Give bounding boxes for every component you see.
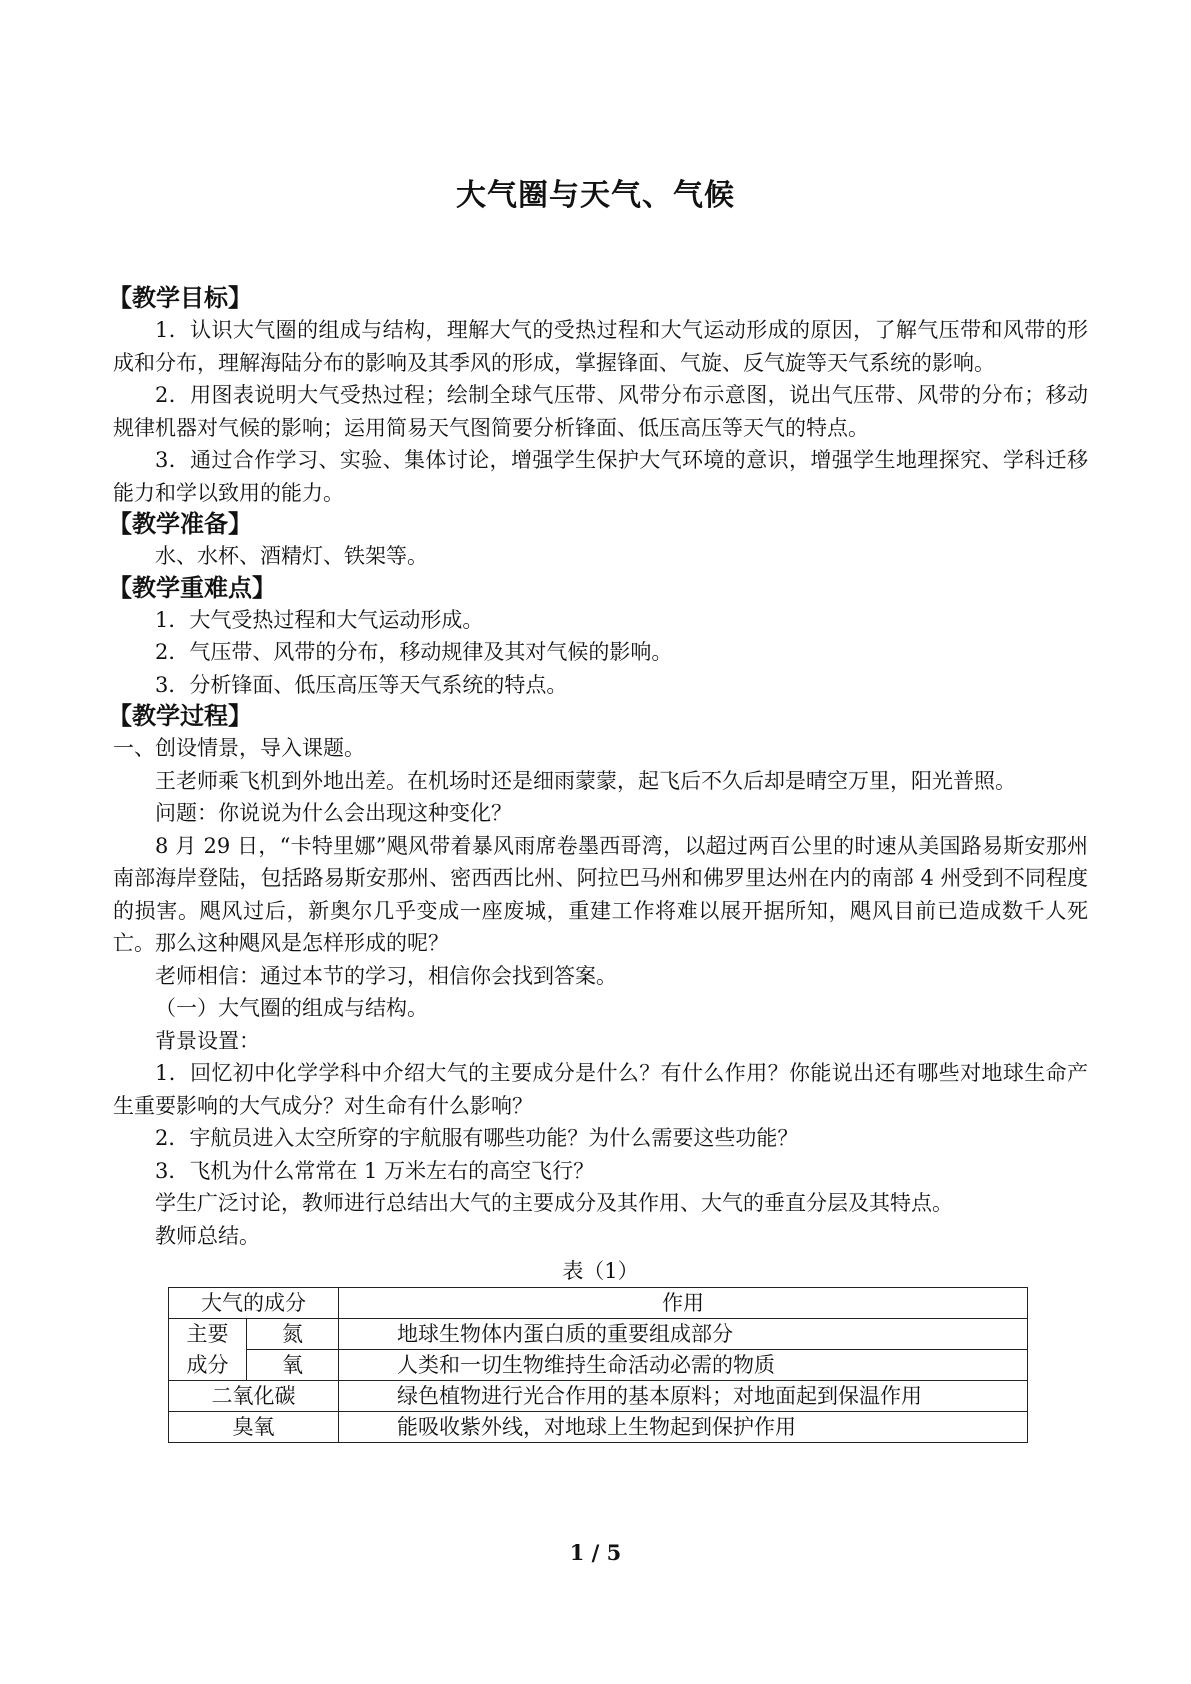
process-paragraph: 8 月 29 日，“卡特里娜”飓风带着暴风雨席卷墨西哥湾，以超过两百公里的时速从美国路易斯安那州南部海岸登陆，包括路易斯安那州、密西西比州、阿拉巴马州和佛罗里达州在内的南部 4 州受到不同程度的损害。飓风过后，新奥尔几乎变成一座废城，重建工作将难以展开据所知，飓风目前已造成数千人死亡。那么这种飓风是怎样形成的呢？ bbox=[113, 833, 1088, 955]
process-intro: 一、创设情景，导入课题。 bbox=[113, 736, 365, 760]
group-label: 主要 bbox=[169, 1319, 247, 1350]
component-function: 绿色植物进行光合作用的基本原料；对地面起到保温作用 bbox=[339, 1381, 1028, 1412]
process-paragraph: 王老师乘飞机到外地出差。在机场时还是细雨蒙蒙，起飞后不久后却是晴空万里，阳光普照。 bbox=[155, 768, 1016, 793]
table-row bbox=[169, 1350, 1028, 1381]
component-name: 二氧化碳 bbox=[169, 1381, 339, 1412]
process-heading: 【教学过程】 bbox=[108, 702, 252, 730]
table-header-row bbox=[169, 1288, 1028, 1319]
header-function: 作用 bbox=[339, 1288, 1028, 1319]
table-row bbox=[169, 1381, 1028, 1412]
table-row bbox=[169, 1319, 1028, 1350]
component-function: 能吸收紫外线，对地球上生物起到保护作用 bbox=[339, 1412, 1028, 1443]
objective-item: 3．通过合作学习、实验、集体讨论，增强学生保护大气环境的意识，增强学生地理探究、学科迁移能力和学以致用的能力。 bbox=[113, 448, 1088, 505]
process-paragraph: 3．飞机为什么常常在 1 万米左右的高空飞行？ bbox=[155, 1158, 595, 1183]
page-title: 大气圈与天气、气候 bbox=[456, 178, 735, 213]
header-component: 大气的成分 bbox=[169, 1288, 339, 1319]
component-name: 氧 bbox=[247, 1350, 339, 1381]
process-paragraph: （一）大气圈的组成与结构。 bbox=[155, 996, 428, 1020]
preparation-heading: 【教学准备】 bbox=[108, 510, 252, 538]
component-function: 地球生物体内蛋白质的重要组成部分 bbox=[339, 1319, 1028, 1350]
key-point-item: 2．气压带、风带的分布，移动规律及其对气候的影响。 bbox=[155, 640, 673, 664]
preparation-text: 水、水杯、酒精灯、铁架等。 bbox=[155, 544, 428, 568]
process-paragraph: 背景设置： bbox=[155, 1028, 260, 1053]
page-number: 1 / 5 bbox=[569, 1540, 622, 1565]
component-name: 氮 bbox=[247, 1319, 339, 1350]
process-paragraph: 1．回忆初中化学学科中介绍大气的主要成分是什么？有什么作用？你能说出还有哪些对地球生命产生重要影响的大气成分？对生命有什么影响？ bbox=[113, 1061, 1088, 1118]
objective-item: 2．用图表说明大气受热过程；绘制全球气压带、风带分布示意图，说出气压带、风带的分布；移动规律机器对气候的影响；运用简易天气图简要分析锋面、低压高压等天气的特点。 bbox=[113, 383, 1088, 440]
component-function: 人类和一切生物维持生命活动必需的物质 bbox=[339, 1350, 1028, 1381]
process-paragraph: 2．宇航员进入太空所穿的宇航服有哪些功能？为什么需要这些功能？ bbox=[155, 1126, 799, 1150]
group-label: 成分 bbox=[169, 1350, 247, 1381]
key-points-heading: 【教学重难点】 bbox=[108, 573, 276, 602]
table-caption: 表（1） bbox=[562, 1259, 639, 1283]
document-body bbox=[108, 283, 1088, 1443]
key-point-item: 3．分析锋面、低压高压等天气系统的特点。 bbox=[155, 672, 568, 697]
process-paragraph: 学生广泛讨论，教师进行总结出大气的主要成分及其作用、大气的垂直分层及其特点。 bbox=[155, 1191, 953, 1215]
objectives-heading: 【教学目标】 bbox=[108, 284, 252, 312]
process-paragraph: 老师相信：通过本节的学习，相信你会找到答案。 bbox=[155, 963, 617, 988]
component-name: 臭氧 bbox=[169, 1412, 339, 1443]
table-row bbox=[169, 1412, 1028, 1443]
atmosphere-components-table bbox=[168, 1287, 1028, 1443]
objective-item: 1．认识大气圈的组成与结构，理解大气的受热过程和大气运动形成的原因，了解气压带和风带的形成和分布，理解海陆分布的影响及其季风的形成，掌握锋面、气旋、反气旋等天气系统的影响。 bbox=[113, 318, 1088, 375]
key-point-item: 1．大气受热过程和大气运动形成。 bbox=[155, 607, 484, 632]
process-paragraph: 教师总结。 bbox=[155, 1223, 260, 1248]
process-paragraph: 问题：你说说为什么会出现这种变化？ bbox=[155, 801, 512, 825]
